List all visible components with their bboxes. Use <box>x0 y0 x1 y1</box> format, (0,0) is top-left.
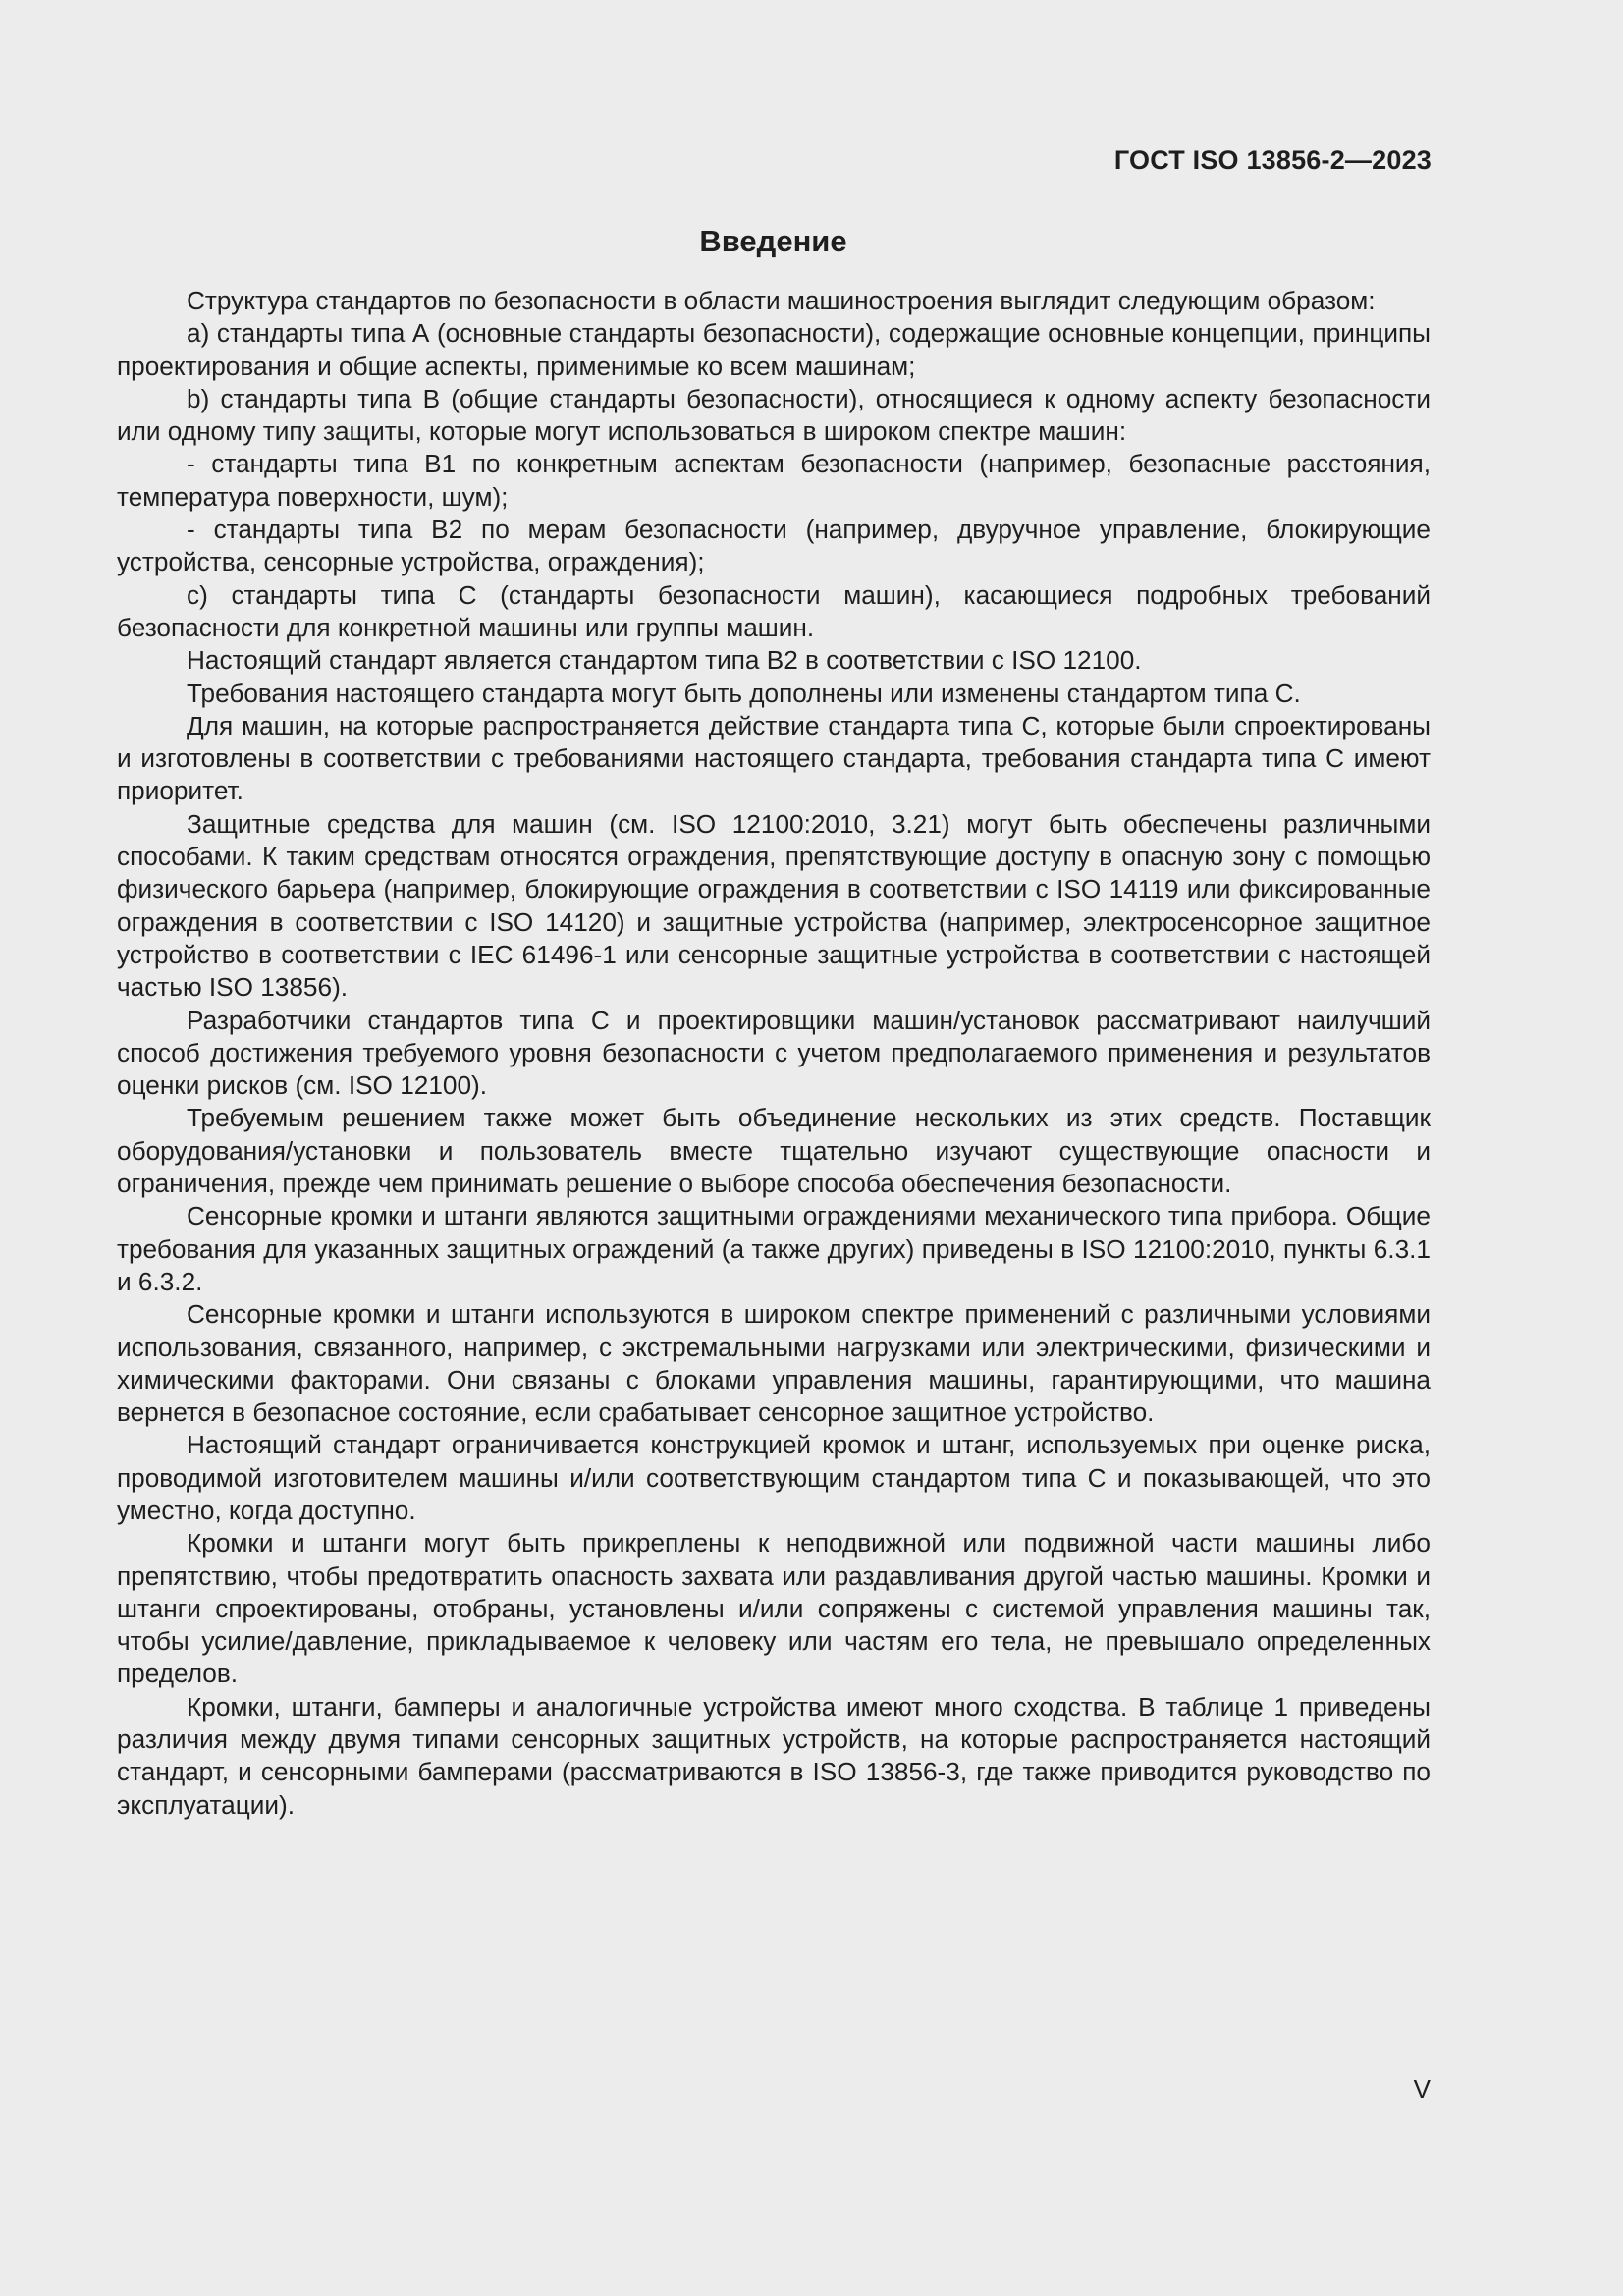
paragraph: Разработчики стандартов типа С и проектировщики машин/установок рассматривают наилучший способ достижения требуемого уровня безопасности с учетом предполагаемого применения и результатов оценки рисков (см. ISO 12100). <box>117 1005 1431 1101</box>
paragraph: Настоящий стандарт является стандартом типа В2 в соответствии с ISO 12100. <box>187 645 1142 676</box>
paragraph: Настоящий стандарт ограничивается конструкцией кромок и штанг, используемых при оценке риска, проводимой изготовителем машины и/или соответствующим стандартом типа С и показывающей, что это уместно, когда доступно. <box>117 1430 1431 1525</box>
paragraph: - стандарты типа В1 по конкретным аспектам безопасности (например, безопасные расстояния, температура поверхности, шум); <box>117 449 1431 512</box>
paragraph: Сенсорные кромки и штанги являются защитными ограждениями механического типа прибора. Общие требования для указанных защитных ограждений (а также других) приведены в ISO 12100:2010, пункты 6.3.1 и 6.3.2. <box>117 1201 1431 1296</box>
paragraph: a) стандарты типа А (основные стандарты безопасности), содержащие основные концепции, принципы проектирования и общие аспекты, применимые ко всем машинам; <box>117 318 1431 381</box>
paragraph: Для машин, на которые распространяется действие стандарта типа С, которые были спроектированы и изготовлены в соответствии с требованиями настоящего стандарта, требования стандарта типа С имеют приоритет. <box>117 710 1431 806</box>
paragraph: - стандарты типа В2 по мерам безопасности (например, двуручное управление, блокирующие устройства, сенсорные устройства, ограждения); <box>117 515 1431 577</box>
paragraph: Кромки и штанги могут быть прикреплены к неподвижной или подвижной части машины либо препятствию, чтобы предотвратить опасность захвата или раздавливания другой частью машины. Кромки и штанги спроектированы, отобраны, установлены и/или сопряжены с системой управления машины так, чтобы усилие/давление, прикладываемое к человеку или частям его тела, не превышало определенных пределов. <box>117 1528 1431 1689</box>
paragraph: Кромки, штанги, бамперы и аналогичные устройства имеют много сходства. В таблице 1 приведены различия между двумя типами сенсорных защитных устройств, на которые распространяется настоящий стандарт, и сенсорными бамперами (рассматриваются в ISO 13856-3, где также приводится руководство по эксплуатации). <box>117 1691 1431 1820</box>
paragraph: Структура стандартов по безопасности в области машиностроения выглядит следующим образом: <box>187 286 1376 315</box>
paragraph: Требования настоящего стандарта могут быть дополнены или изменены стандартом типа С. <box>187 678 1301 708</box>
document-code: ГОСТ ISO 13856-2—2023 <box>1113 145 1432 175</box>
paragraph: Сенсорные кромки и штанги используются в широком спектре применений с различными условиями использования, связанного, например, с экстремальными нагрузками или электрическими, физическими и химическими факторами. Они связаны с блоками управления машины, гарантирующими, что машина вернется в безопасное состояние, если срабатывает сенсорное защитное устройство. <box>117 1299 1431 1428</box>
paragraph: c) стандарты типа С (стандарты безопасности машин), касающиеся подробных требований безопасности для конкретной машины или группы машин. <box>117 579 1431 642</box>
section-title: Введение <box>699 224 847 258</box>
body-text <box>117 285 1431 1822</box>
paragraph: Защитные средства для машин (см. ISO 12100:2010, 3.21) могут быть обеспечены различными способами. К таким средствам относятся ограждения, препятствующие доступу в опасную зону с помощью физического барьера (например, блокирующие ограждения в соответствии с ISO 14119 или фиксированные ограждения в соответствии с ISO 14120) и защитные устройства (например, электросенсорное защитное устройство в соответствии с IEC 61496-1 или сенсорные защитные устройства в соответствии с настоящей частью ISO 13856). <box>117 808 1431 1003</box>
page-number: V <box>1413 2074 1431 2104</box>
paragraph: b) стандарты типа В (общие стандарты безопасности), относящиеся к одному аспекту безопасности или одному типу защиты, которые могут использоваться в широком спектре машин: <box>117 383 1431 447</box>
paragraph: Требуемым решением также может быть объединение нескольких из этих средств. Поставщик оборудования/установки и пользователь вместе тщательно изучают существующие опасности и ограничения, прежде чем принимать решение о выборе способа обеспечения безопасности. <box>117 1103 1431 1199</box>
